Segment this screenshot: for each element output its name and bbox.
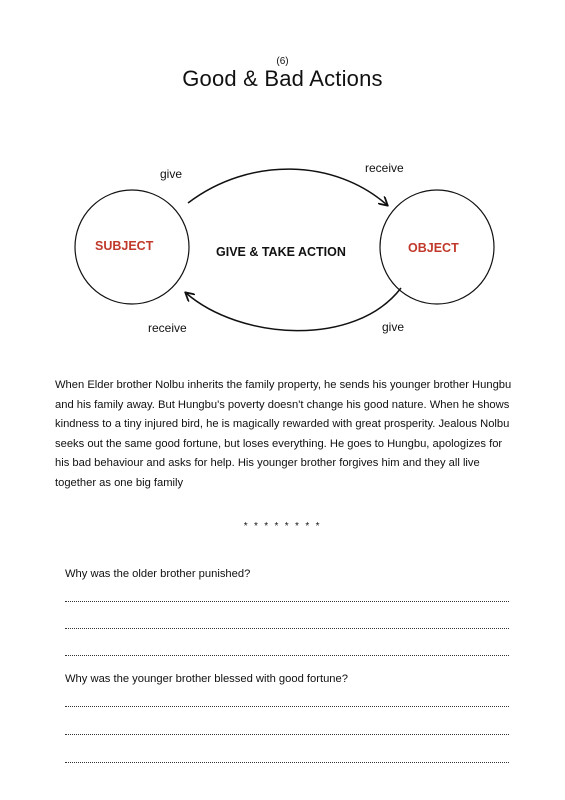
question-2: Why was the younger brother blessed with good fortune? xyxy=(65,673,348,685)
object-label: OBJECT xyxy=(408,241,459,255)
give-take-diagram xyxy=(60,150,510,350)
answer-line[interactable] xyxy=(65,601,509,602)
top-give-label: give xyxy=(160,167,183,181)
bottom-give-label: give xyxy=(382,320,405,334)
story-paragraph: When Elder brother Nolbu inherits the family property, he sends his younger brother Hungbu and his family away. But Hungbu's poverty doesn't change his good nature. When he shows kindness to a tiny injured bird, he is magically rewarded with great prosperity. Jealous Nolbu seeks out the same good fortune, but loses everything. He goes to Hungbu, apologizes for his bad behaviour and asks for help. His younger brother forgives him and they all live together as one big family xyxy=(55,379,512,489)
subject-label: SUBJECT xyxy=(95,239,154,253)
answer-line[interactable] xyxy=(65,762,509,763)
page-number: (6) xyxy=(276,56,289,67)
center-label: GIVE & TAKE ACTION xyxy=(216,245,346,259)
question-1: Why was the older brother punished? xyxy=(65,568,251,580)
answer-line[interactable] xyxy=(65,706,509,707)
separator-stars: * * * * * * * * xyxy=(243,521,322,532)
bottom-receive-label: receive xyxy=(148,321,187,335)
top-receive-label: receive xyxy=(365,161,404,175)
answer-line[interactable] xyxy=(65,628,509,629)
answer-line[interactable] xyxy=(65,655,509,656)
receive-arrow xyxy=(186,288,401,331)
answer-line[interactable] xyxy=(65,734,509,735)
page-title: Good & Bad Actions xyxy=(182,66,383,91)
give-arrow xyxy=(188,169,387,205)
